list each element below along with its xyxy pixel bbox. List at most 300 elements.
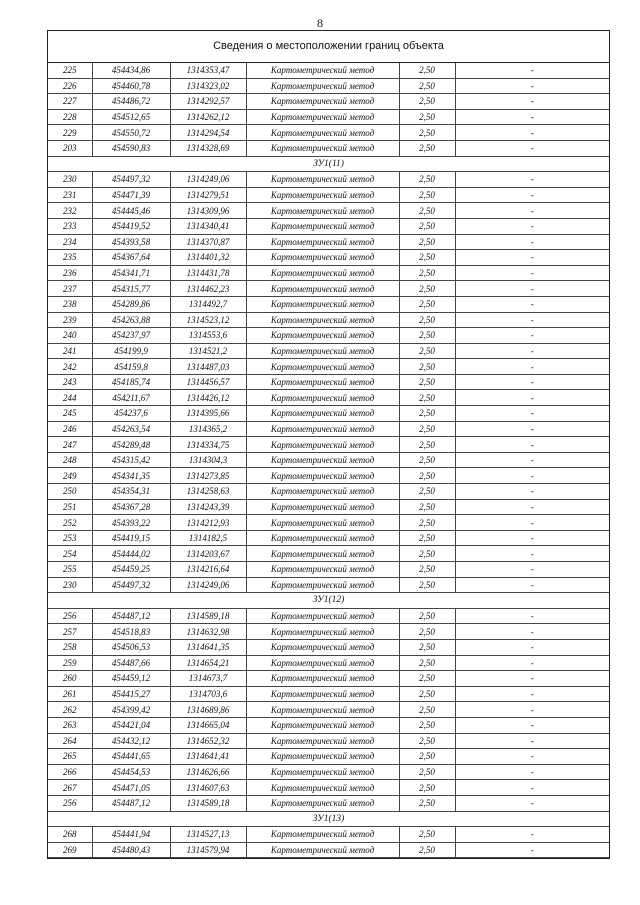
accuracy-cell: 2,50 [399, 172, 455, 188]
method-cell: Картометрический метод [246, 94, 399, 110]
method-cell: Картометрический метод [246, 624, 399, 640]
table-row [48, 172, 609, 188]
x-coordinate-cell: 454367,64 [92, 250, 170, 266]
description-cell: - [455, 499, 609, 515]
table-row [48, 234, 609, 250]
table-row [48, 608, 609, 624]
x-coordinate-cell: 454459,12 [92, 671, 170, 687]
table-row [48, 562, 609, 578]
accuracy-cell: 2,50 [399, 608, 455, 624]
description-cell: - [455, 546, 609, 562]
point-number-cell: 247 [48, 437, 92, 453]
accuracy-cell: 2,50 [399, 187, 455, 203]
method-cell: Картометрический метод [246, 484, 399, 500]
table-row [48, 374, 609, 390]
accuracy-cell: 2,50 [399, 234, 455, 250]
y-coordinate-cell: 1314632,98 [170, 624, 246, 640]
accuracy-cell: 2,50 [399, 530, 455, 546]
x-coordinate-cell: 454487,12 [92, 608, 170, 624]
method-cell: Картометрический метод [246, 733, 399, 749]
point-number-cell: 258 [48, 639, 92, 655]
y-coordinate-cell: 1314426,12 [170, 390, 246, 406]
point-number-cell: 266 [48, 764, 92, 780]
y-coordinate-cell: 1314492,7 [170, 296, 246, 312]
x-coordinate-cell: 454441,94 [92, 827, 170, 843]
x-coordinate-cell: 454497,32 [92, 172, 170, 188]
x-coordinate-cell: 454354,31 [92, 484, 170, 500]
point-number-cell: 259 [48, 655, 92, 671]
accuracy-cell: 2,50 [399, 577, 455, 593]
accuracy-cell: 2,50 [399, 109, 455, 125]
y-coordinate-cell: 1314665,04 [170, 717, 246, 733]
table-row [48, 125, 609, 141]
method-cell: Картометрический метод [246, 374, 399, 390]
y-coordinate-cell: 1314243,39 [170, 499, 246, 515]
table-row [48, 312, 609, 328]
x-coordinate-cell: 454432,12 [92, 733, 170, 749]
description-cell: - [455, 328, 609, 344]
x-coordinate-cell: 454434,86 [92, 63, 170, 78]
method-cell: Картометрический метод [246, 328, 399, 344]
x-coordinate-cell: 454289,86 [92, 296, 170, 312]
description-cell: - [455, 172, 609, 188]
description-cell: - [455, 343, 609, 359]
point-number-cell: 261 [48, 686, 92, 702]
method-cell: Картометрический метод [246, 468, 399, 484]
description-cell: - [455, 624, 609, 640]
table-row [48, 468, 609, 484]
description-cell: - [455, 281, 609, 297]
y-coordinate-cell: 1314456,57 [170, 374, 246, 390]
x-coordinate-cell: 454550,72 [92, 125, 170, 141]
table-row [48, 109, 609, 125]
point-number-cell: 229 [48, 125, 92, 141]
point-number-cell: 239 [48, 312, 92, 328]
y-coordinate-cell: 1314589,18 [170, 608, 246, 624]
accuracy-cell: 2,50 [399, 203, 455, 219]
point-number-cell: 241 [48, 343, 92, 359]
point-number-cell: 227 [48, 94, 92, 110]
accuracy-cell: 2,50 [399, 312, 455, 328]
method-cell: Картометрический метод [246, 530, 399, 546]
table-row [48, 390, 609, 406]
method-cell: Картометрический метод [246, 359, 399, 375]
accuracy-cell: 2,50 [399, 717, 455, 733]
y-coordinate-cell: 1314626,66 [170, 764, 246, 780]
y-coordinate-cell: 1314607,63 [170, 780, 246, 796]
method-cell: Картометрический метод [246, 515, 399, 531]
method-cell: Картометрический метод [246, 608, 399, 624]
y-coordinate-cell: 1314340,41 [170, 218, 246, 234]
table-row [48, 733, 609, 749]
x-coordinate-cell: 454159,8 [92, 359, 170, 375]
method-cell: Картометрический метод [246, 717, 399, 733]
x-coordinate-cell: 454393,22 [92, 515, 170, 531]
x-coordinate-cell: 454341,71 [92, 265, 170, 281]
point-number-cell: 233 [48, 218, 92, 234]
table-row [48, 140, 609, 156]
point-number-cell: 236 [48, 265, 92, 281]
method-cell: Картометрический метод [246, 250, 399, 266]
point-number-cell: 257 [48, 624, 92, 640]
method-cell: Картометрический метод [246, 406, 399, 422]
point-number-cell: 260 [48, 671, 92, 687]
point-number-cell: 230 [48, 172, 92, 188]
accuracy-cell: 2,50 [399, 343, 455, 359]
table-row [48, 764, 609, 780]
method-cell: Картометрический метод [246, 63, 399, 78]
x-coordinate-cell: 454590,83 [92, 140, 170, 156]
method-cell: Картометрический метод [246, 390, 399, 406]
description-cell: - [455, 795, 609, 811]
description-cell: - [455, 94, 609, 110]
method-cell: Картометрический метод [246, 577, 399, 593]
y-coordinate-cell: 1314395,66 [170, 406, 246, 422]
y-coordinate-cell: 1314309,96 [170, 203, 246, 219]
x-coordinate-cell: 454315,77 [92, 281, 170, 297]
description-cell: - [455, 250, 609, 266]
accuracy-cell: 2,50 [399, 639, 455, 655]
accuracy-cell: 2,50 [399, 671, 455, 687]
point-number-cell: 263 [48, 717, 92, 733]
accuracy-cell: 2,50 [399, 406, 455, 422]
method-cell: Картометрический метод [246, 655, 399, 671]
method-cell: Картометрический метод [246, 686, 399, 702]
x-coordinate-cell: 454421,04 [92, 717, 170, 733]
point-number-cell: 252 [48, 515, 92, 531]
method-cell: Картометрический метод [246, 140, 399, 156]
x-coordinate-cell: 454185,74 [92, 374, 170, 390]
table-row [48, 484, 609, 500]
table-row [48, 281, 609, 297]
accuracy-cell: 2,50 [399, 702, 455, 718]
point-number-cell: 235 [48, 250, 92, 266]
table-row [48, 671, 609, 687]
accuracy-cell: 2,50 [399, 78, 455, 94]
table-row [48, 94, 609, 110]
x-coordinate-cell: 454471,05 [92, 780, 170, 796]
y-coordinate-cell: 1314353,47 [170, 63, 246, 78]
description-cell: - [455, 125, 609, 141]
boundary-document [47, 30, 610, 859]
y-coordinate-cell: 1314216,64 [170, 562, 246, 578]
y-coordinate-cell: 1314365,2 [170, 421, 246, 437]
accuracy-cell: 2,50 [399, 265, 455, 281]
accuracy-cell: 2,50 [399, 686, 455, 702]
description-cell: - [455, 577, 609, 593]
point-number-cell: 203 [48, 140, 92, 156]
y-coordinate-cell: 1314182,5 [170, 530, 246, 546]
description-cell: - [455, 109, 609, 125]
table-row [48, 296, 609, 312]
method-cell: Картометрический метод [246, 203, 399, 219]
accuracy-cell: 2,50 [399, 218, 455, 234]
table-row [48, 515, 609, 531]
x-coordinate-cell: 454444,02 [92, 546, 170, 562]
description-cell: - [455, 296, 609, 312]
point-number-cell: 238 [48, 296, 92, 312]
description-cell: - [455, 78, 609, 94]
x-coordinate-cell: 454497,32 [92, 577, 170, 593]
x-coordinate-cell: 454211,67 [92, 390, 170, 406]
section-row [48, 593, 609, 609]
point-number-cell: 237 [48, 281, 92, 297]
accuracy-cell: 2,50 [399, 359, 455, 375]
accuracy-cell: 2,50 [399, 421, 455, 437]
y-coordinate-cell: 1314654,21 [170, 655, 246, 671]
x-coordinate-cell: 454487,66 [92, 655, 170, 671]
y-coordinate-cell: 1314279,51 [170, 187, 246, 203]
section-label: ЗУ1(12) [48, 593, 609, 609]
section-label: ЗУ1(13) [48, 811, 609, 827]
point-number-cell: 226 [48, 78, 92, 94]
y-coordinate-cell: 1314212,93 [170, 515, 246, 531]
description-cell: - [455, 437, 609, 453]
accuracy-cell: 2,50 [399, 94, 455, 110]
point-number-cell: 242 [48, 359, 92, 375]
y-coordinate-cell: 1314323,02 [170, 78, 246, 94]
accuracy-cell: 2,50 [399, 795, 455, 811]
x-coordinate-cell: 454459,25 [92, 562, 170, 578]
description-cell: - [455, 562, 609, 578]
method-cell: Картометрический метод [246, 109, 399, 125]
point-number-cell: 262 [48, 702, 92, 718]
description-cell: - [455, 702, 609, 718]
table-row [48, 624, 609, 640]
x-coordinate-cell: 454289,48 [92, 437, 170, 453]
boundary-points-table [48, 63, 609, 858]
table-row [48, 530, 609, 546]
x-coordinate-cell: 454512,65 [92, 109, 170, 125]
method-cell: Картометрический метод [246, 281, 399, 297]
method-cell: Картометрический метод [246, 452, 399, 468]
table-body [48, 63, 609, 858]
accuracy-cell: 2,50 [399, 437, 455, 453]
x-coordinate-cell: 454441,65 [92, 749, 170, 765]
y-coordinate-cell: 1314652,32 [170, 733, 246, 749]
y-coordinate-cell: 1314487,03 [170, 359, 246, 375]
x-coordinate-cell: 454199,9 [92, 343, 170, 359]
table-row [48, 827, 609, 843]
section-row [48, 156, 609, 172]
table-row [48, 187, 609, 203]
point-number-cell: 228 [48, 109, 92, 125]
accuracy-cell: 2,50 [399, 328, 455, 344]
method-cell: Картометрический метод [246, 764, 399, 780]
description-cell: - [455, 749, 609, 765]
y-coordinate-cell: 1314304,3 [170, 452, 246, 468]
accuracy-cell: 2,50 [399, 764, 455, 780]
point-number-cell: 256 [48, 608, 92, 624]
accuracy-cell: 2,50 [399, 827, 455, 843]
table-row [48, 499, 609, 515]
section-label: ЗУ1(11) [48, 156, 609, 172]
section-row [48, 811, 609, 827]
x-coordinate-cell: 454419,52 [92, 218, 170, 234]
x-coordinate-cell: 454399,42 [92, 702, 170, 718]
accuracy-cell: 2,50 [399, 749, 455, 765]
method-cell: Картометрический метод [246, 780, 399, 796]
method-cell: Картометрический метод [246, 437, 399, 453]
table-row [48, 265, 609, 281]
accuracy-cell: 2,50 [399, 499, 455, 515]
x-coordinate-cell: 454263,88 [92, 312, 170, 328]
description-cell: - [455, 842, 609, 858]
x-coordinate-cell: 454315,42 [92, 452, 170, 468]
description-cell: - [455, 827, 609, 843]
description-cell: - [455, 234, 609, 250]
point-number-cell: 231 [48, 187, 92, 203]
y-coordinate-cell: 1314262,12 [170, 109, 246, 125]
table-row [48, 749, 609, 765]
method-cell: Картометрический метод [246, 639, 399, 655]
y-coordinate-cell: 1314203,67 [170, 546, 246, 562]
x-coordinate-cell: 454237,6 [92, 406, 170, 422]
description-cell: - [455, 374, 609, 390]
table-row [48, 655, 609, 671]
accuracy-cell: 2,50 [399, 250, 455, 266]
y-coordinate-cell: 1314334,75 [170, 437, 246, 453]
method-cell: Картометрический метод [246, 842, 399, 858]
table-row [48, 359, 609, 375]
description-cell: - [455, 671, 609, 687]
y-coordinate-cell: 1314689,86 [170, 702, 246, 718]
description-cell: - [455, 733, 609, 749]
method-cell: Картометрический метод [246, 671, 399, 687]
point-number-cell: 244 [48, 390, 92, 406]
y-coordinate-cell: 1314273,85 [170, 468, 246, 484]
y-coordinate-cell: 1314641,41 [170, 749, 246, 765]
description-cell: - [455, 717, 609, 733]
method-cell: Картометрический метод [246, 234, 399, 250]
y-coordinate-cell: 1314673,7 [170, 671, 246, 687]
y-coordinate-cell: 1314249,06 [170, 172, 246, 188]
y-coordinate-cell: 1314292,57 [170, 94, 246, 110]
x-coordinate-cell: 454454,53 [92, 764, 170, 780]
y-coordinate-cell: 1314258,63 [170, 484, 246, 500]
accuracy-cell: 2,50 [399, 562, 455, 578]
x-coordinate-cell: 454445,46 [92, 203, 170, 219]
x-coordinate-cell: 454480,43 [92, 842, 170, 858]
accuracy-cell: 2,50 [399, 515, 455, 531]
accuracy-cell: 2,50 [399, 390, 455, 406]
accuracy-cell: 2,50 [399, 842, 455, 858]
description-cell: - [455, 218, 609, 234]
point-number-cell: 234 [48, 234, 92, 250]
description-cell: - [455, 406, 609, 422]
accuracy-cell: 2,50 [399, 374, 455, 390]
description-cell: - [455, 312, 609, 328]
point-number-cell: 254 [48, 546, 92, 562]
table-row [48, 686, 609, 702]
point-number-cell: 243 [48, 374, 92, 390]
method-cell: Картометрический метод [246, 296, 399, 312]
table-row [48, 702, 609, 718]
accuracy-cell: 2,50 [399, 655, 455, 671]
y-coordinate-cell: 1314294,54 [170, 125, 246, 141]
x-coordinate-cell: 454506,53 [92, 639, 170, 655]
table-row [48, 577, 609, 593]
page-number: 8 [317, 16, 323, 30]
accuracy-cell: 2,50 [399, 63, 455, 78]
description-cell: - [455, 764, 609, 780]
description-cell: - [455, 639, 609, 655]
method-cell: Картометрический метод [246, 172, 399, 188]
table-row [48, 343, 609, 359]
method-cell: Картометрический метод [246, 312, 399, 328]
table-row [48, 842, 609, 858]
description-cell: - [455, 140, 609, 156]
table-row [48, 780, 609, 796]
accuracy-cell: 2,50 [399, 468, 455, 484]
description-cell: - [455, 655, 609, 671]
method-cell: Картометрический метод [246, 827, 399, 843]
accuracy-cell: 2,50 [399, 624, 455, 640]
table-row [48, 218, 609, 234]
y-coordinate-cell: 1314462,23 [170, 281, 246, 297]
description-cell: - [455, 530, 609, 546]
y-coordinate-cell: 1314527,13 [170, 827, 246, 843]
accuracy-cell: 2,50 [399, 125, 455, 141]
accuracy-cell: 2,50 [399, 733, 455, 749]
table-row [48, 203, 609, 219]
x-coordinate-cell: 454415,27 [92, 686, 170, 702]
point-number-cell: 230 [48, 577, 92, 593]
y-coordinate-cell: 1314328,69 [170, 140, 246, 156]
table-title: Сведения о местоположении границ объекта [48, 31, 609, 63]
point-number-cell: 268 [48, 827, 92, 843]
table-row [48, 795, 609, 811]
y-coordinate-cell: 1314589,18 [170, 795, 246, 811]
method-cell: Картометрический метод [246, 546, 399, 562]
point-number-cell: 232 [48, 203, 92, 219]
point-number-cell: 248 [48, 452, 92, 468]
y-coordinate-cell: 1314641,35 [170, 639, 246, 655]
y-coordinate-cell: 1314579,94 [170, 842, 246, 858]
table-row [48, 421, 609, 437]
table-row [48, 63, 609, 78]
method-cell: Картометрический метод [246, 265, 399, 281]
method-cell: Картометрический метод [246, 749, 399, 765]
y-coordinate-cell: 1314521,2 [170, 343, 246, 359]
y-coordinate-cell: 1314370,87 [170, 234, 246, 250]
accuracy-cell: 2,50 [399, 140, 455, 156]
method-cell: Картометрический метод [246, 702, 399, 718]
point-number-cell: 267 [48, 780, 92, 796]
table-row [48, 717, 609, 733]
x-coordinate-cell: 454487,12 [92, 795, 170, 811]
point-number-cell: 225 [48, 63, 92, 78]
table-row [48, 328, 609, 344]
point-number-cell: 256 [48, 795, 92, 811]
description-cell: - [455, 686, 609, 702]
table-row [48, 406, 609, 422]
y-coordinate-cell: 1314431,78 [170, 265, 246, 281]
method-cell: Картометрический метод [246, 187, 399, 203]
description-cell: - [455, 390, 609, 406]
point-number-cell: 269 [48, 842, 92, 858]
x-coordinate-cell: 454367,28 [92, 499, 170, 515]
table-row [48, 78, 609, 94]
method-cell: Картометрический метод [246, 795, 399, 811]
point-number-cell: 249 [48, 468, 92, 484]
accuracy-cell: 2,50 [399, 546, 455, 562]
x-coordinate-cell: 454518,83 [92, 624, 170, 640]
point-number-cell: 246 [48, 421, 92, 437]
description-cell: - [455, 187, 609, 203]
method-cell: Картометрический метод [246, 218, 399, 234]
accuracy-cell: 2,50 [399, 484, 455, 500]
